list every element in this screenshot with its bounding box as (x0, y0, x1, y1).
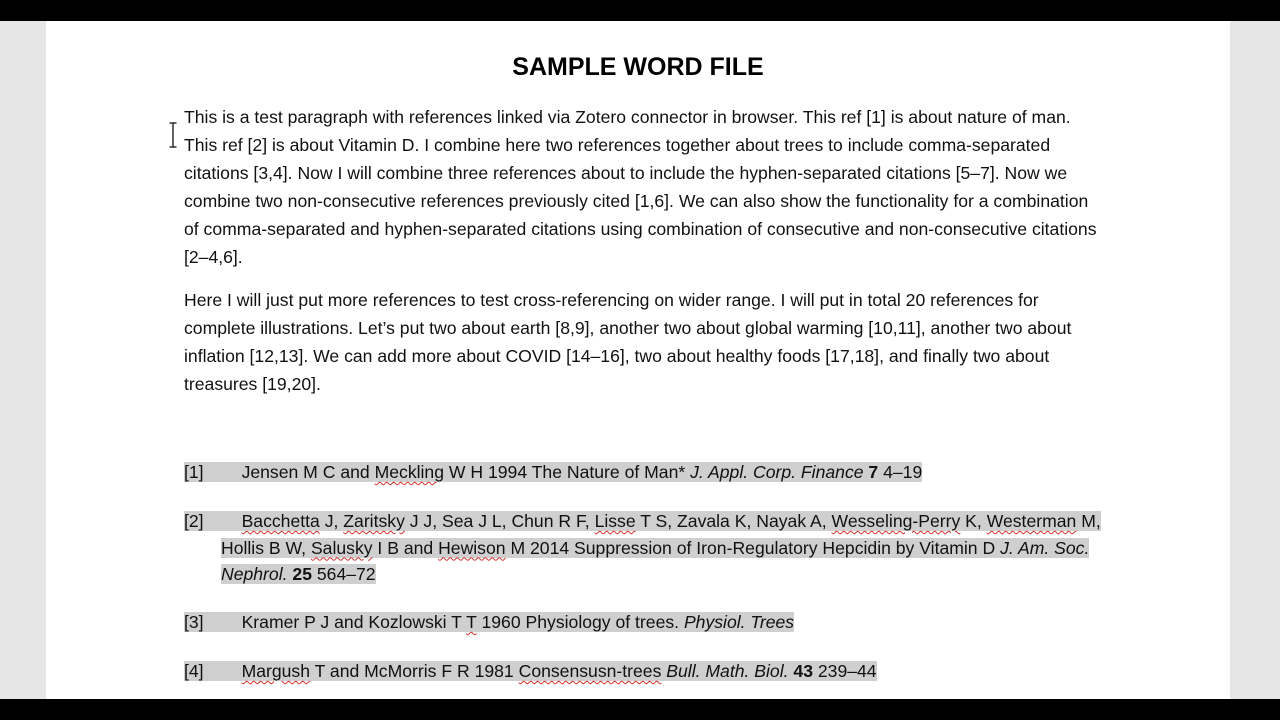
document-title: SAMPLE WORD FILE (512, 53, 764, 81)
reference-entry-2[interactable]: [2] Bacchetta J, Zaritsky J J, Sea J L, Chun R F, Lisse T S, Zavala K, Nayak A, Wesseling-Perry K, Westerman M, Hollis B W, Salusky I B and Hewison M 2014 Suppression of Iron-Regulatory Hepcidin by Vitamin D J. Am. Soc. Nephrol. 25 564–72 (184, 511, 1101, 584)
journal-name: Physiol. Trees (683, 612, 795, 632)
spellcheck-word: Hewison (438, 537, 506, 558)
reference-number: [3] (184, 612, 204, 632)
body-paragraph-1[interactable]: This is a test paragraph with references linked via Zotero connector in browser. This ref [1] is about nature of man. This ref [2] is about Vitamin D. I combine here two references together about trees to include comma-separated citations [3,4]. Now I will combine three references about to include the hyphen-separated citations [5–7]. Now we combine two non-consecutive references previously cited [1,6]. We can also show the functionality for a combination of comma-separated and hyphen-separated citations using combination of consecutive and non-consecutive citations [2–4,6]. (184, 107, 1097, 267)
text-cursor-icon (168, 121, 178, 149)
reference-number: [4] (184, 661, 204, 681)
document-page[interactable] (46, 21, 1230, 699)
journal-volume: 7 (868, 462, 879, 482)
reference-entry-4[interactable]: [4] Margush T and McMorris F R 1981 Consensusn-trees Bull. Math. Biol. 43 239–44 (184, 661, 877, 681)
spellcheck-word: Meckling (374, 462, 444, 482)
spellcheck-word: Salusky (310, 537, 373, 558)
spellcheck-word: Wesseling-Perry (831, 511, 961, 531)
spellcheck-word: Westerman (986, 511, 1077, 531)
spellcheck-word: Lisse (594, 511, 636, 531)
spellcheck-word: Margush (241, 661, 311, 681)
reference-entry-3[interactable]: [3] Kramer P J and Kozlowski T T 1960 Physiology of trees. Physiol. Trees (184, 612, 795, 632)
body-paragraph-2[interactable]: Here I will just put more references to test cross-referencing on wider range. I will put in total 20 references for complete illustrations. Let’s put two about earth [8,9], another two about global warming [10,11], another two about inflation [12,13]. We can add more about COVID [14–16], two about healthy foods [17,18], and finally two about treasures [19,20]. (184, 290, 1072, 394)
journal-volume: 43 (793, 661, 813, 681)
reference-number: [2] (184, 511, 204, 531)
journal-name: Bull. Math. Biol. (666, 661, 789, 681)
spellcheck-word: T (466, 612, 477, 632)
reference-entry-1[interactable]: [1] Jensen M C and Meckling W H 1994 The Nature of Man* J. Appl. Corp. Finance 7 4–19 (184, 462, 923, 482)
spellcheck-word: Consensusn-trees (518, 661, 662, 681)
bottom-letterbox (0, 699, 1280, 720)
spellcheck-word: Zaritsky (343, 511, 405, 531)
journal-name: J. Appl. Corp. Finance (690, 462, 864, 482)
journal-volume: 25 (292, 564, 312, 584)
spellcheck-word: Bacchetta (241, 511, 320, 531)
top-letterbox (0, 0, 1280, 21)
journal-name: J. Am. Soc. Nephrol. (221, 537, 1090, 584)
reference-number: [1] (184, 462, 204, 482)
